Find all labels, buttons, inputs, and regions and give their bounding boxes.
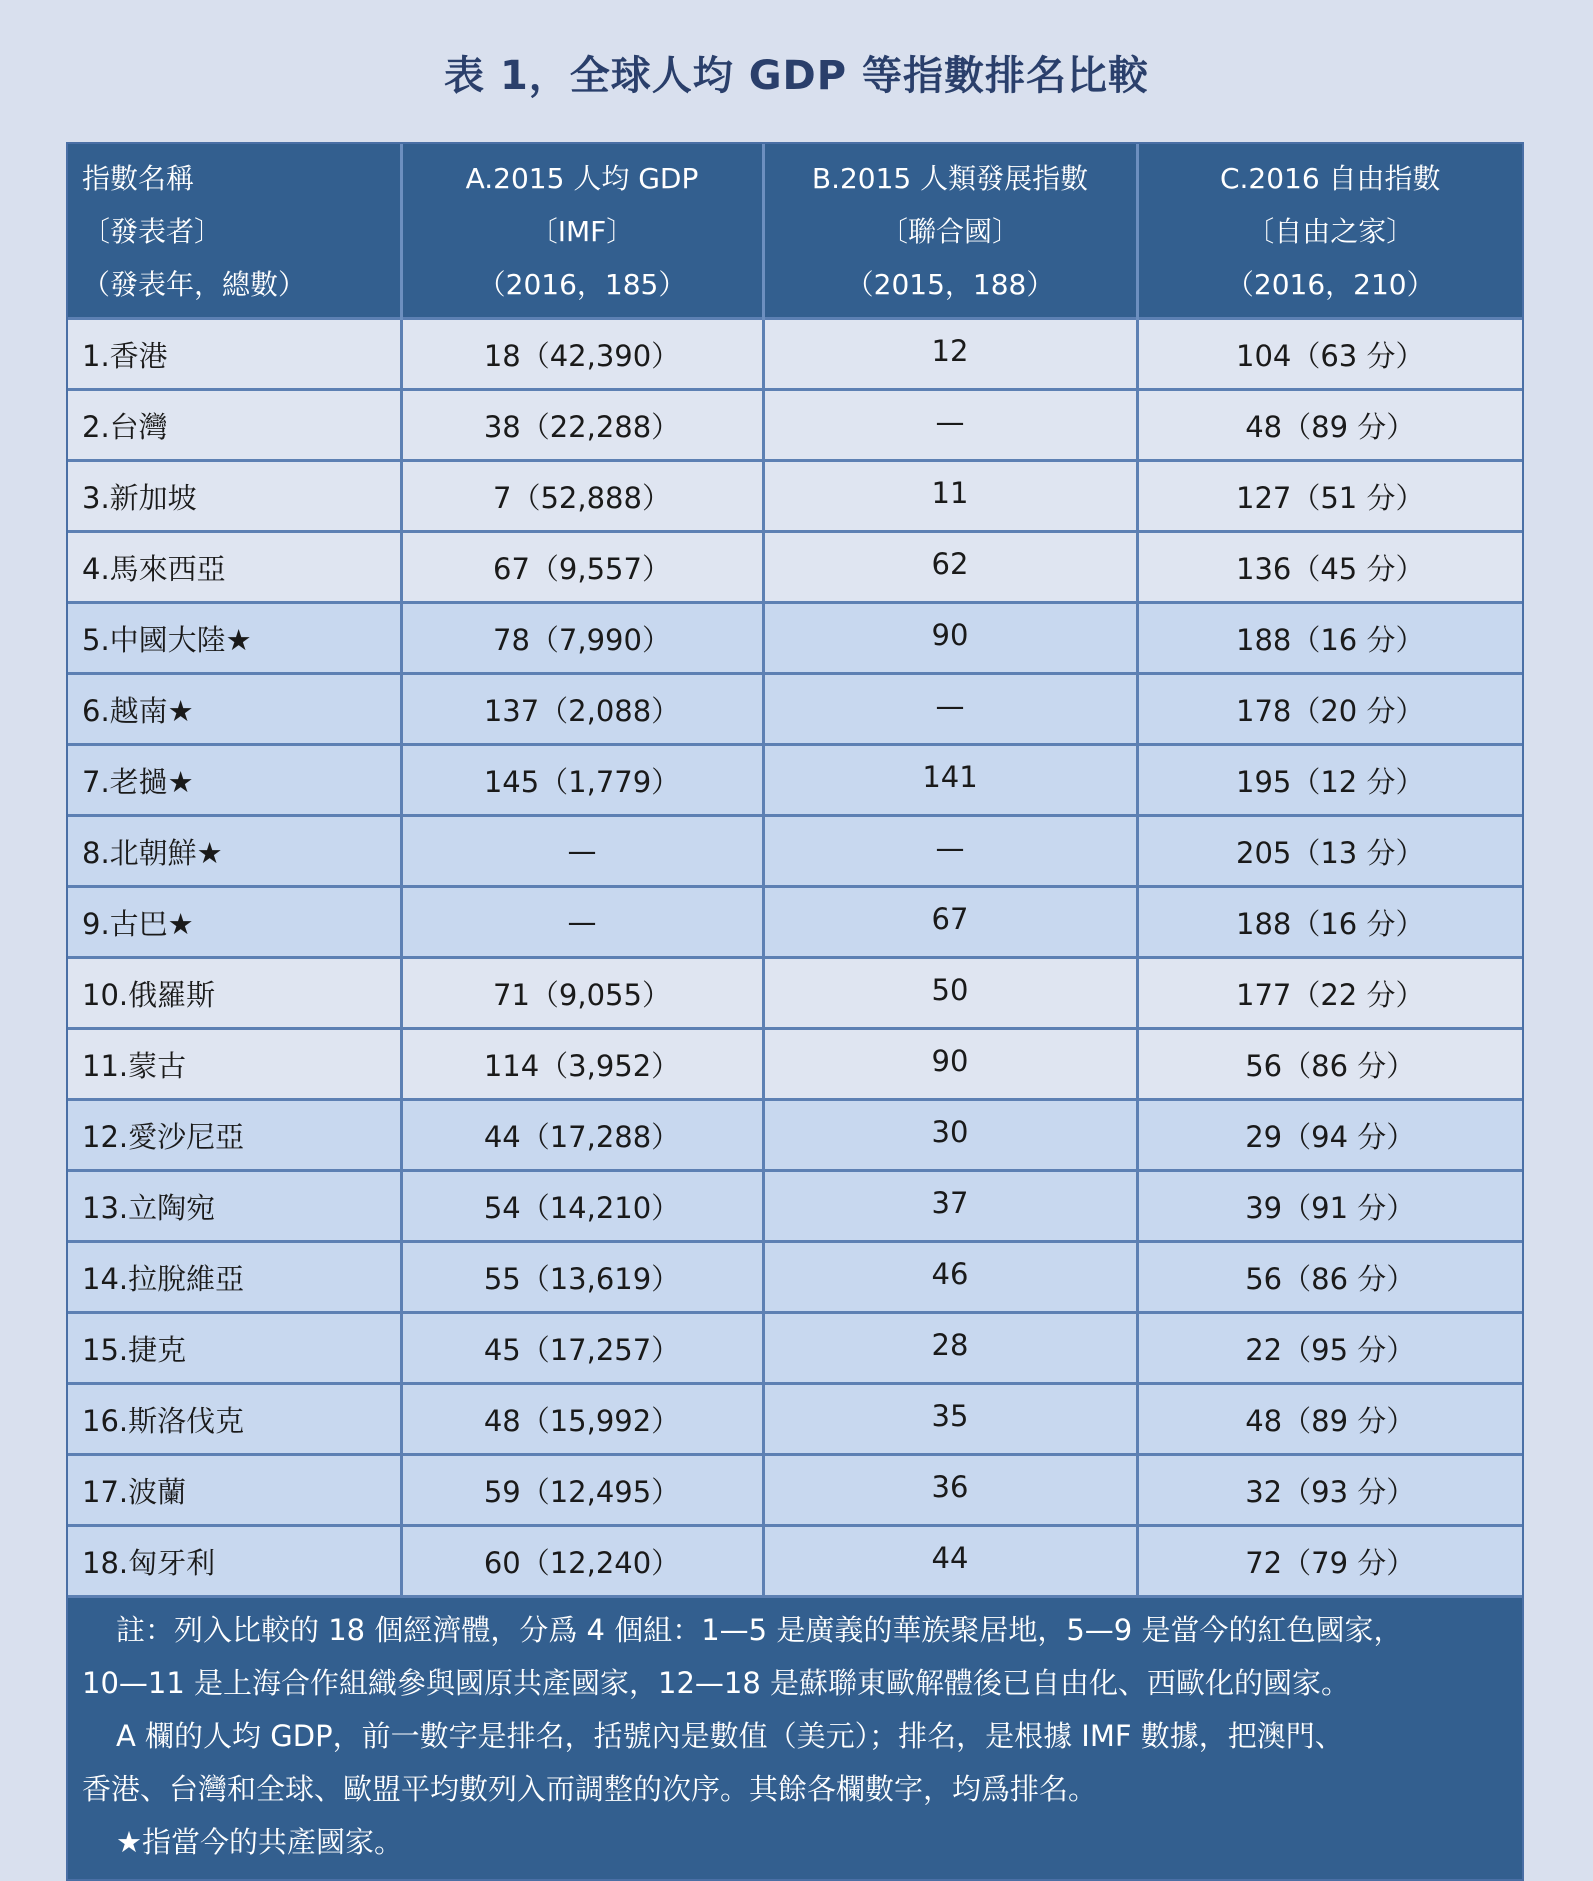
- table-notes: [68, 1595, 1522, 1879]
- ranking-table: [68, 144, 1522, 1595]
- cell-hdi: —: [763, 390, 1137, 461]
- header-cell-gdp: [401, 144, 763, 319]
- cell-freedom: 72（79 分）: [1137, 1526, 1522, 1596]
- cell-freedom: 32（93 分）: [1137, 1455, 1522, 1526]
- table-body: [68, 319, 1522, 1596]
- table-row: [68, 674, 1522, 745]
- cell-gdp: 67（9,557）: [401, 532, 763, 603]
- cell-freedom: 136（45 分）: [1137, 532, 1522, 603]
- cell-hdi: 36: [763, 1455, 1137, 1526]
- cell-country: 2.台灣: [68, 390, 401, 461]
- header-row: [68, 144, 1522, 319]
- header-line: （2016，210）: [1225, 268, 1435, 301]
- cell-country: 5.中國大陸★: [68, 603, 401, 674]
- table-row: [68, 1242, 1522, 1313]
- cell-country: 18.匈牙利: [68, 1526, 401, 1596]
- header-line: （2016，185）: [477, 268, 687, 301]
- cell-hdi: 46: [763, 1242, 1137, 1313]
- header-line: 〔聯合國〕: [879, 215, 1020, 248]
- table-row: [68, 532, 1522, 603]
- cell-hdi: 50: [763, 958, 1137, 1029]
- cell-freedom: 177（22 分）: [1137, 958, 1522, 1029]
- cell-country: 15.捷克: [68, 1313, 401, 1384]
- header-line: A.2015 人均 GDP: [465, 162, 699, 195]
- table-row: [68, 1171, 1522, 1242]
- cell-freedom: 178（20 分）: [1137, 674, 1522, 745]
- table-row: [68, 745, 1522, 816]
- cell-gdp: 71（9,055）: [401, 958, 763, 1029]
- cell-country: 11.蒙古: [68, 1029, 401, 1100]
- cell-country: 1.香港: [68, 319, 401, 390]
- table-row: [68, 390, 1522, 461]
- cell-freedom: 48（89 分）: [1137, 390, 1522, 461]
- cell-country: 13.立陶宛: [68, 1171, 401, 1242]
- cell-country: 6.越南★: [68, 674, 401, 745]
- cell-freedom: 188（16 分）: [1137, 887, 1522, 958]
- ranking-table-container: [66, 142, 1524, 1881]
- cell-hdi: 44: [763, 1526, 1137, 1596]
- cell-hdi: 141: [763, 745, 1137, 816]
- header-line: 指數名稱: [82, 162, 195, 195]
- table-header: [68, 144, 1522, 319]
- table-row: [68, 461, 1522, 532]
- cell-freedom: 48（89 分）: [1137, 1384, 1522, 1455]
- table-row: [68, 958, 1522, 1029]
- note-line: 註：列入比較的 18 個經濟體，分爲 4 個組：1—5 是廣義的華族聚居地，5—9 是當今的紅色國家，: [116, 1613, 1403, 1647]
- cell-gdp: 114（3,952）: [401, 1029, 763, 1100]
- cell-hdi: 35: [763, 1384, 1137, 1455]
- cell-gdp: —: [401, 816, 763, 887]
- cell-freedom: 205（13 分）: [1137, 816, 1522, 887]
- cell-gdp: 45（17,257）: [401, 1313, 763, 1384]
- cell-hdi: 90: [763, 1029, 1137, 1100]
- cell-freedom: 22（95 分）: [1137, 1313, 1522, 1384]
- cell-country: 14.拉脫維亞: [68, 1242, 401, 1313]
- header-cell-index-name: [68, 144, 401, 319]
- cell-freedom: 29（94 分）: [1137, 1100, 1522, 1171]
- header-cell-freedom: [1137, 144, 1522, 319]
- cell-gdp: 55（13,619）: [401, 1242, 763, 1313]
- cell-country: 9.古巴★: [68, 887, 401, 958]
- cell-gdp: 48（15,992）: [401, 1384, 763, 1455]
- cell-gdp: 59（12,495）: [401, 1455, 763, 1526]
- cell-hdi: 30: [763, 1100, 1137, 1171]
- note-line: ★指當今的共產國家。: [116, 1825, 403, 1859]
- cell-country: 4.馬來西亞: [68, 532, 401, 603]
- table-row: [68, 1455, 1522, 1526]
- table-row: [68, 1100, 1522, 1171]
- cell-hdi: 12: [763, 319, 1137, 390]
- header-line: （發表年，總數）: [82, 268, 307, 301]
- header-cell-hdi: [763, 144, 1137, 319]
- cell-gdp: 7（52,888）: [401, 461, 763, 532]
- cell-gdp: 44（17,288）: [401, 1100, 763, 1171]
- table-row: [68, 887, 1522, 958]
- cell-hdi: 62: [763, 532, 1137, 603]
- cell-hdi: 37: [763, 1171, 1137, 1242]
- cell-hdi: 11: [763, 461, 1137, 532]
- note-line: 10—11 是上海合作組織參與國原共產國家，12—18 是蘇聯東歐解體後已自由化、西歐化的國家。: [82, 1666, 1351, 1700]
- table-row: [68, 1313, 1522, 1384]
- cell-freedom: 56（86 分）: [1137, 1029, 1522, 1100]
- cell-country: 8.北朝鮮★: [68, 816, 401, 887]
- header-line: B.2015 人類發展指數: [811, 162, 1089, 195]
- cell-country: 10.俄羅斯: [68, 958, 401, 1029]
- table-row: [68, 319, 1522, 390]
- header-line: （2015，188）: [845, 268, 1055, 301]
- header-line: 〔IMF〕: [529, 215, 635, 248]
- header-line: 〔發表者〕: [82, 215, 223, 248]
- cell-country: 12.愛沙尼亞: [68, 1100, 401, 1171]
- cell-freedom: 104（63 分）: [1137, 319, 1522, 390]
- cell-country: 7.老撾★: [68, 745, 401, 816]
- cell-freedom: 56（86 分）: [1137, 1242, 1522, 1313]
- table-row: [68, 603, 1522, 674]
- cell-hdi: —: [763, 674, 1137, 745]
- note-line: A 欄的人均 GDP，前一數字是排名，括號內是數值（美元）；排名，是根據 IMF 數據，把澳門、: [116, 1719, 1344, 1753]
- cell-gdp: —: [401, 887, 763, 958]
- table-row: [68, 816, 1522, 887]
- cell-hdi: 90: [763, 603, 1137, 674]
- cell-hdi: 28: [763, 1313, 1137, 1384]
- cell-country: 17.波蘭: [68, 1455, 401, 1526]
- cell-gdp: 54（14,210）: [401, 1171, 763, 1242]
- cell-gdp: 38（22,288）: [401, 390, 763, 461]
- table-row: [68, 1029, 1522, 1100]
- header-line: C.2016 自由指數: [1219, 162, 1441, 195]
- cell-country: 3.新加坡: [68, 461, 401, 532]
- cell-gdp: 145（1,779）: [401, 745, 763, 816]
- cell-hdi: —: [763, 816, 1137, 887]
- cell-gdp: 78（7,990）: [401, 603, 763, 674]
- page-title: 表 1，全球人均 GDP 等指數排名比較: [444, 53, 1149, 99]
- note-line: 香港、台灣和全球、歐盟平均數列入而調整的次序。其餘各欄數字，均爲排名。: [82, 1772, 1098, 1806]
- cell-hdi: 67: [763, 887, 1137, 958]
- table-row: [68, 1384, 1522, 1455]
- cell-freedom: 127（51 分）: [1137, 461, 1522, 532]
- table-row: [68, 1526, 1522, 1596]
- cell-gdp: 60（12,240）: [401, 1526, 763, 1596]
- cell-freedom: 195（12 分）: [1137, 745, 1522, 816]
- header-line: 〔自由之家〕: [1246, 215, 1415, 248]
- cell-freedom: 39（91 分）: [1137, 1171, 1522, 1242]
- cell-freedom: 188（16 分）: [1137, 603, 1522, 674]
- cell-gdp: 137（2,088）: [401, 674, 763, 745]
- cell-country: 16.斯洛伐克: [68, 1384, 401, 1455]
- cell-gdp: 18（42,390）: [401, 319, 763, 390]
